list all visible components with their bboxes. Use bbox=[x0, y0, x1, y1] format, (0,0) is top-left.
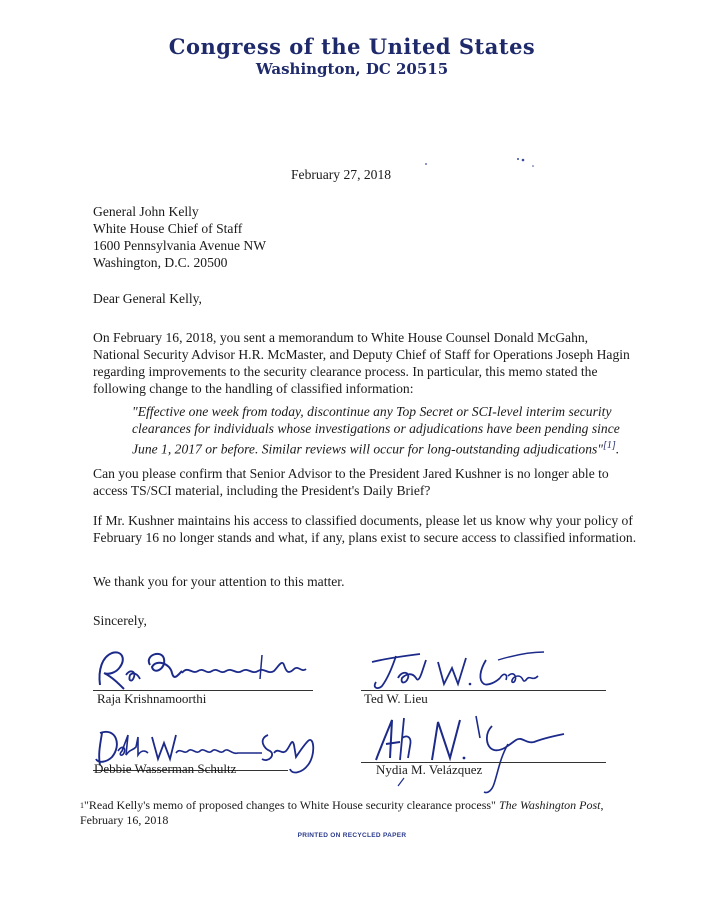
footnote-date: , February 16, 2018 bbox=[80, 798, 604, 827]
footnote bbox=[80, 798, 640, 828]
quote-text: "Effective one week from today, discontinue any Top Secret or SCI-level interim security clearances for individuals whose investigations or adjudications have been pending since June 1, 2017 or before. Similar reviews will occur for long-outstanding adjudications" bbox=[132, 404, 620, 457]
scan-specks bbox=[420, 150, 550, 180]
paragraph-memo: On February 16, 2018, you sent a memorandum to White House Counsel Donald McGahn, National Security Advisor H.R. McMaster, and Deputy Chief of Staff for Operations Joseph Hagin regarding improvements to the security clearance process. In particular, this memo stated the following change to the handling of classified information: bbox=[93, 330, 630, 396]
signatory-name: Nydia M. Velázquez bbox=[376, 762, 483, 777]
paragraph-thanks: We thank you for your attention to this matter. bbox=[93, 574, 345, 589]
footnote-text: "Read Kelly's memo of proposed changes to White House security clearance process" bbox=[84, 798, 496, 812]
printed-label: PRINTED ON RECYCLED PAPER bbox=[297, 832, 407, 839]
recipient-line: White House Chief of Staff bbox=[93, 221, 243, 236]
quote-end: . bbox=[615, 441, 620, 457]
letterhead bbox=[0, 34, 704, 78]
recipient-line: 1600 Pennsylvania Avenue NW bbox=[93, 238, 267, 253]
signature-velazquez bbox=[368, 708, 573, 798]
letterhead-title: Congress of the United States bbox=[168, 34, 536, 59]
salutation: Dear General Kelly, bbox=[93, 291, 202, 306]
signatory-name: Raja Krishnamoorthi bbox=[97, 691, 207, 706]
paragraph-question: Can you please confirm that Senior Advisor to the President Jared Kushner is no longer able to access TS/SCI material, including the President's Daily Brief? bbox=[93, 466, 609, 498]
closing: Sincerely, bbox=[93, 613, 147, 628]
memo-quote bbox=[132, 403, 622, 458]
letter-date: February 27, 2018 bbox=[291, 167, 392, 182]
footnote-ref: [1] bbox=[603, 440, 616, 451]
recipient-line: Washington, D.C. 20500 bbox=[93, 255, 228, 270]
signatory-name: Ted W. Lieu bbox=[364, 691, 428, 706]
recipient-address bbox=[93, 203, 266, 271]
paragraph-request: If Mr. Kushner maintains his access to classified documents, please let us know why your policy of February 16 no longer stands and what, if any, plans exist to secure access to classified information. bbox=[93, 513, 637, 545]
recipient-line: General John Kelly bbox=[93, 204, 199, 219]
signatory-name: Debbie Wasserman Schultz bbox=[94, 761, 237, 776]
signature-lieu bbox=[368, 648, 548, 693]
footnote-marker: 1 bbox=[80, 801, 84, 810]
footnote-source: The Washington Post bbox=[498, 798, 601, 812]
letterhead-subtitle: Washington, DC 20515 bbox=[255, 60, 449, 78]
signature-krishnamoorthi bbox=[92, 645, 317, 695]
